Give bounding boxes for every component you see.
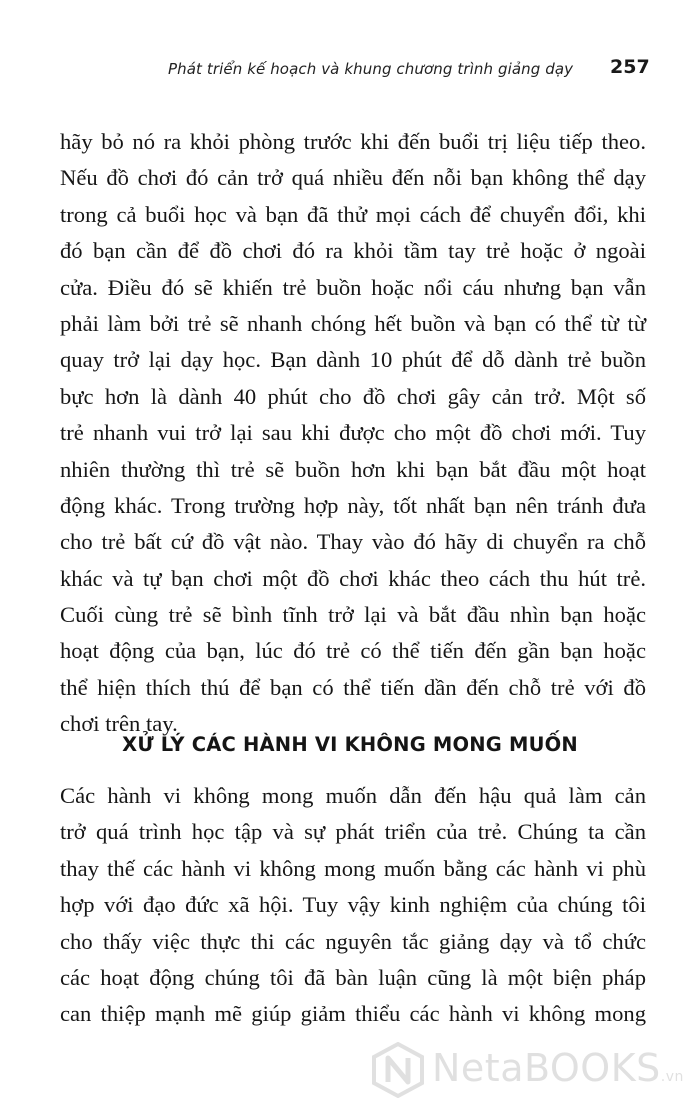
paragraph-line: nhiên thường thì trẻ sẽ buồn hơn khi bạn bắt đầu một hoạt (60, 456, 646, 482)
running-title: Phát triển kế hoạch và khung chương trình giảng dạy (168, 60, 574, 78)
paragraph-line: đó bạn cần để đồ chơi đó ra khỏi tầm tay trẻ hoặc ở ngoài (60, 238, 646, 264)
paragraph-line: phải làm bởi trẻ sẽ nhanh chóng hết buồn và bạn có thể từ từ (60, 310, 646, 336)
paragraph-line: động khác. Trong trường hợp này, tốt nhất bạn nên tránh đưa (60, 492, 646, 518)
watermark-brand: NetaBOOKS (432, 1046, 661, 1090)
paragraph-line: các hoạt động chúng tôi đã bàn luận cũng là một biện pháp (60, 964, 646, 990)
paragraph-line: hãy bỏ nó ra khỏi phòng trước khi đến buổi trị liệu tiếp theo. (60, 129, 646, 154)
paragraph-line: chơi trên tay. (60, 711, 178, 737)
watermark (370, 1036, 690, 1106)
paragraph-line: thay thế các hành vi không mong muốn bằng các hành vi phù (60, 855, 646, 881)
paragraph-line: cho trẻ bất cứ đồ vật nào. Thay vào đó hãy di chuyển ra chỗ (60, 529, 646, 555)
paragraph-line: bực hơn là dành 40 phút cho đồ chơi gây cản trở. Một số (60, 383, 646, 409)
paragraph-line: Nếu đồ chơi đó cản trở quá nhiều đến nỗi bạn không thể dạy (60, 165, 646, 191)
paragraph-line: trở quá trình học tập và sự phát triển của trẻ. Chúng ta cần (60, 819, 646, 845)
paragraph-line: hợp với đạo đức xã hội. Tuy vậy kinh nghiệm của chúng tôi (60, 892, 646, 918)
paragraph-line: hoạt động của bạn, lúc đó trẻ có thể tiến đến gần bạn hoặc (60, 638, 646, 664)
running-header (0, 56, 700, 88)
section-heading: XỬ LÝ CÁC HÀNH VI KHÔNG MONG MUỐN (122, 733, 578, 756)
paragraph-line: thể hiện thích thú để bạn có thể tiến dần đến chỗ trẻ với đồ (60, 674, 646, 700)
paragraph-line: can thiệp mạnh mẽ giúp giảm thiểu các hành vi không mong (60, 1001, 646, 1027)
body-paragraph-2 (60, 778, 646, 1033)
paragraph-line: Các hành vi không mong muốn dẫn đến hậu quả làm cản (60, 783, 646, 808)
watermark-suffix: .vn (660, 1069, 684, 1085)
paragraph-line: quay trở lại dạy học. Bạn dành 10 phút để dỗ dành trẻ buồn (60, 347, 646, 373)
paragraph-line: cửa. Điều đó sẽ khiến trẻ buồn hoặc nổi cáu nhưng bạn vẫn (60, 274, 646, 300)
page-number: 257 (610, 56, 650, 78)
paragraph-line: trong cả buổi học và bạn đã thử mọi cách để chuyển đổi, khi (60, 201, 646, 227)
paragraph-line: trẻ nhanh vui trở lại sau khi được cho một đồ chơi mới. Tuy (60, 420, 646, 446)
watermark-text (432, 1046, 684, 1090)
body-paragraph-1 (60, 124, 646, 743)
paragraph-line: khác và tự bạn chơi một đồ chơi khác theo cách thu hút trẻ. (60, 565, 646, 591)
paragraph-line: Cuối cùng trẻ sẽ bình tĩnh trở lại và bắt đầu nhìn bạn hoặc (60, 602, 646, 628)
paragraph-line: cho thấy việc thực thi các nguyên tắc giảng dạy và tổ chức (60, 928, 646, 954)
netabooks-logo-icon (370, 1042, 426, 1098)
